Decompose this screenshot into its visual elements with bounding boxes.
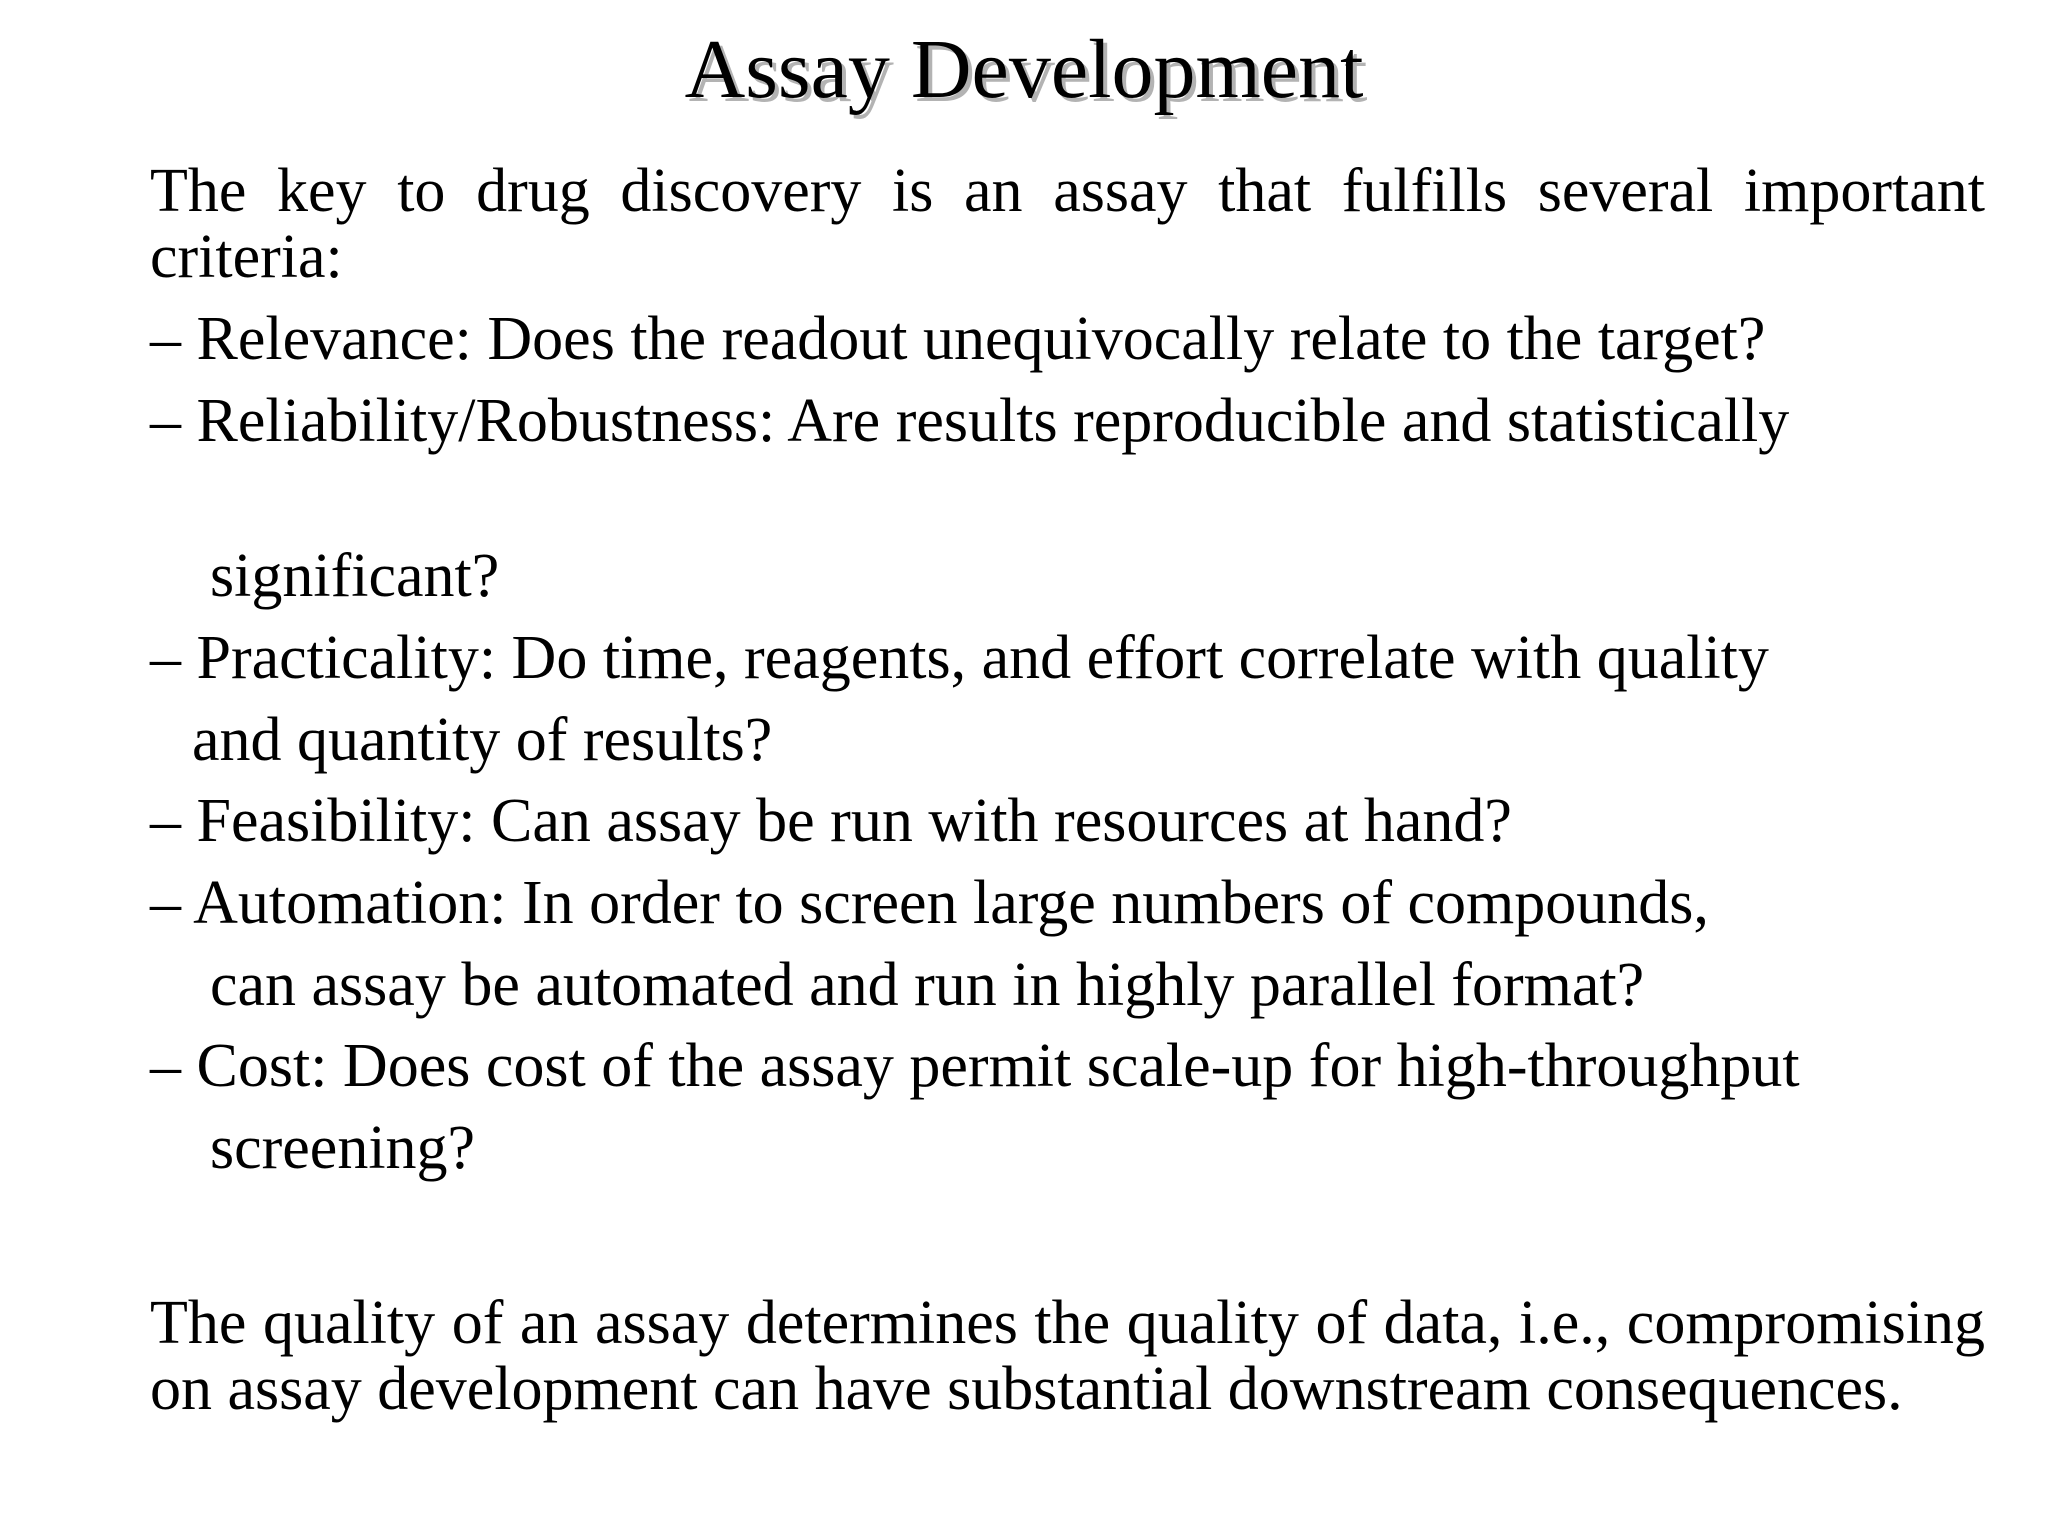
criteria-line: – Reliability/Robustness: Are results reproducible and statistically — [150, 387, 1790, 455]
intro-paragraph: The key to drug discovery is an assay that fulfills several important criteria: — [150, 157, 1985, 291]
conclusion-paragraph: The quality of an assay determines the quality of data, i.e., compromising on assay development can have substantial downstream consequences. — [150, 1289, 1985, 1423]
criteria-continuation: and quantity of results? — [192, 706, 773, 774]
criteria-continuation: can assay be automated and run in highly parallel format? — [210, 951, 1645, 1019]
criteria-line: – Practicality: Do time, reagents, and effort correlate with quality — [150, 624, 1769, 692]
criteria-continuation: significant? — [210, 542, 500, 610]
criteria-continuation: screening? — [210, 1114, 476, 1182]
criteria-line: – Cost: Does cost of the assay permit scale-up for high-throughput — [150, 1032, 1800, 1100]
criteria-line: – Relevance: Does the readout unequivocally relate to the target? — [150, 305, 1766, 373]
criteria-line: – Automation: In order to screen large numbers of compounds, — [150, 869, 1709, 937]
criteria-line: – Feasibility: Can assay be run with resources at hand? — [150, 787, 1512, 855]
slide-title: Assay Development — [684, 23, 1364, 116]
